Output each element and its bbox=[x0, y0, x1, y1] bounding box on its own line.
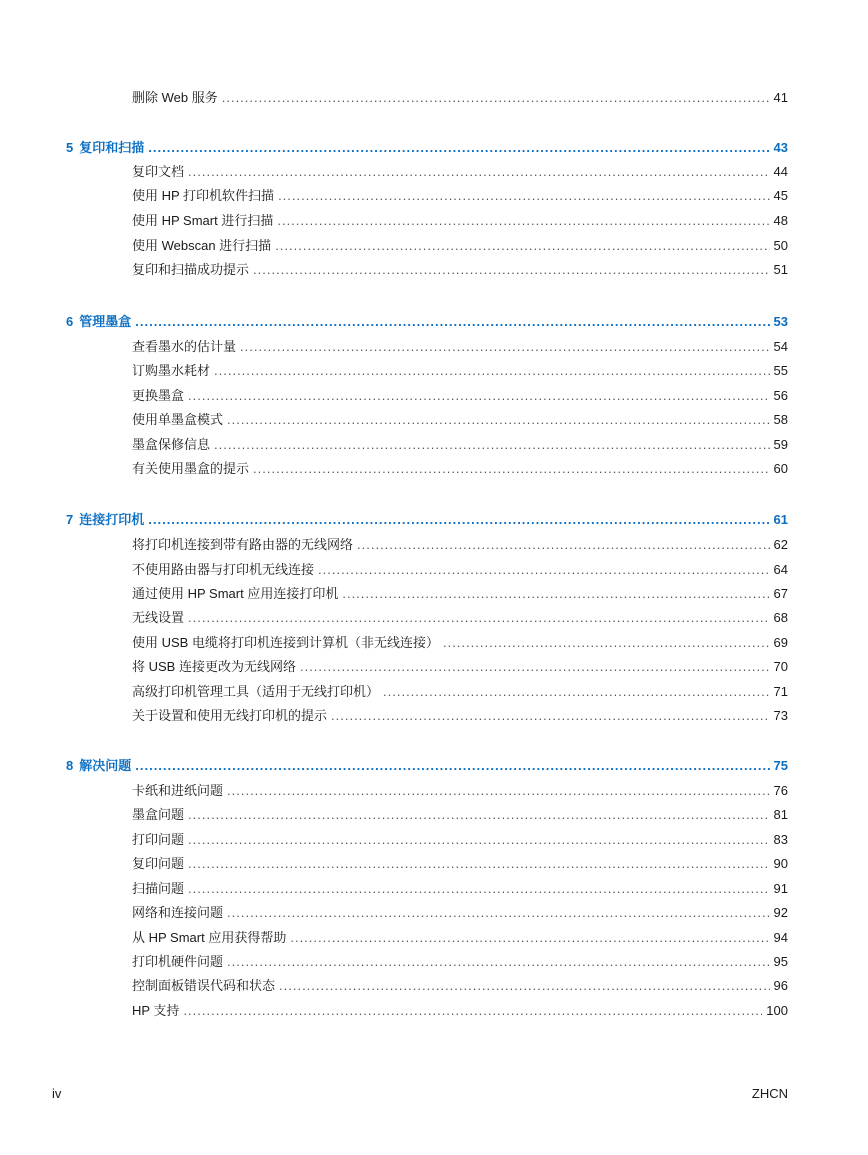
dot-leader bbox=[279, 976, 770, 996]
toc-entry[interactable] bbox=[132, 830, 788, 850]
toc-entry-page: 95 bbox=[773, 954, 788, 969]
dot-leader bbox=[318, 560, 770, 580]
toc-entry-title: 使用 USB 电缆将打印机连接到计算机（非无线连接） bbox=[132, 635, 439, 650]
toc-entry[interactable] bbox=[132, 337, 788, 357]
toc-entry-page: 83 bbox=[773, 832, 788, 847]
toc-entry[interactable] bbox=[132, 657, 788, 677]
toc-entry-title: 复印和扫描成功提示 bbox=[132, 262, 250, 277]
toc-entry-title: 使用 HP 打印机软件扫描 bbox=[132, 188, 275, 203]
toc-entry-page: 62 bbox=[773, 537, 788, 552]
dot-leader bbox=[443, 633, 770, 653]
toc-entry-page: 90 bbox=[773, 856, 788, 871]
dot-leader bbox=[188, 805, 770, 825]
toc-entry-page: 71 bbox=[773, 684, 788, 699]
toc-entry[interactable] bbox=[132, 976, 788, 996]
toc-entry-title: 将打印机连接到带有路由器的无线网络 bbox=[132, 537, 354, 552]
toc-entry[interactable] bbox=[132, 162, 788, 182]
dot-leader bbox=[214, 361, 770, 381]
toc-entry-title: 网络和连接问题 bbox=[132, 905, 224, 920]
dot-leader bbox=[300, 657, 770, 677]
toc-entry-page: 60 bbox=[773, 461, 788, 476]
dot-leader bbox=[383, 682, 770, 702]
toc-entry[interactable] bbox=[132, 879, 788, 899]
dot-leader bbox=[290, 928, 769, 948]
toc-entry-title: 复印文档 bbox=[132, 164, 185, 179]
dot-leader bbox=[135, 312, 769, 332]
toc-entry[interactable] bbox=[132, 1001, 788, 1021]
toc-entry-title: 扫描问题 bbox=[132, 881, 185, 896]
toc-entry[interactable] bbox=[132, 633, 788, 653]
toc-entry[interactable] bbox=[132, 781, 788, 801]
toc-entry[interactable] bbox=[132, 560, 788, 580]
toc-entry-page: 51 bbox=[773, 262, 788, 277]
toc-entry-page: 96 bbox=[773, 978, 788, 993]
toc-entry-title: 订购墨水耗材 bbox=[132, 363, 211, 378]
dot-leader bbox=[148, 138, 769, 158]
toc-entry-title: 删除 Web 服务 bbox=[132, 90, 218, 105]
toc-entry[interactable] bbox=[132, 386, 788, 406]
dot-leader bbox=[227, 903, 770, 923]
chapter-number: 5 bbox=[66, 140, 74, 155]
toc-entry[interactable] bbox=[132, 584, 788, 604]
toc-entry-title: 无线设置 bbox=[132, 610, 185, 625]
toc-entry-title: 高级打印机管理工具（适用于无线打印机） bbox=[132, 684, 380, 699]
dot-leader bbox=[227, 952, 770, 972]
dot-leader bbox=[183, 1001, 762, 1021]
toc-entry-page: 75 bbox=[773, 758, 788, 773]
toc-entry-page: 73 bbox=[773, 708, 788, 723]
toc-entry-page: 92 bbox=[773, 905, 788, 920]
toc-entry[interactable] bbox=[132, 535, 788, 555]
toc-chapter-entry[interactable] bbox=[66, 756, 788, 776]
dot-leader bbox=[188, 879, 770, 899]
toc-entry-title: 连接打印机 bbox=[79, 512, 145, 527]
toc-entry-page: 44 bbox=[773, 164, 788, 179]
toc-entry[interactable] bbox=[132, 260, 788, 280]
toc-entry-title: 卡纸和进纸问题 bbox=[132, 783, 224, 798]
dot-leader bbox=[277, 211, 769, 231]
dot-leader bbox=[253, 260, 770, 280]
dot-leader bbox=[331, 706, 770, 726]
toc-entry-page: 91 bbox=[773, 881, 788, 896]
toc-entry-page: 43 bbox=[773, 140, 788, 155]
dot-leader bbox=[357, 535, 770, 555]
toc-entry-page: 53 bbox=[773, 314, 788, 329]
toc-entry-page: 54 bbox=[773, 339, 788, 354]
toc-entry-title: 从 HP Smart 应用获得帮助 bbox=[132, 930, 287, 945]
chapter-number: 8 bbox=[66, 758, 74, 773]
toc-chapter-entry[interactable] bbox=[66, 510, 788, 530]
dot-leader bbox=[188, 162, 770, 182]
toc-entry-title: 复印和扫描 bbox=[79, 140, 145, 155]
language-code: ZHCN bbox=[751, 1086, 788, 1101]
dot-leader bbox=[227, 410, 770, 430]
dot-leader bbox=[135, 756, 769, 776]
toc-entry-title: 解决问题 bbox=[79, 758, 132, 773]
toc-entry[interactable] bbox=[132, 952, 788, 972]
dot-leader bbox=[214, 435, 770, 455]
toc-entry-page: 45 bbox=[773, 188, 788, 203]
toc-entry[interactable] bbox=[132, 236, 788, 256]
toc-entry[interactable] bbox=[132, 903, 788, 923]
toc-chapter-entry[interactable] bbox=[66, 312, 788, 332]
dot-leader bbox=[188, 608, 770, 628]
toc-entry-page: 100 bbox=[766, 1003, 788, 1018]
toc-entry[interactable] bbox=[132, 361, 788, 381]
toc-entry-page: 50 bbox=[773, 238, 788, 253]
toc-entry-page: 55 bbox=[773, 363, 788, 378]
toc-entry[interactable] bbox=[132, 706, 788, 726]
dot-leader bbox=[188, 830, 770, 850]
toc-entry-page: 81 bbox=[773, 807, 788, 822]
toc-entry-page: 70 bbox=[773, 659, 788, 674]
toc-entry-title: 复印问题 bbox=[132, 856, 185, 871]
toc-entry-page: 48 bbox=[773, 213, 788, 228]
toc-entry-page: 76 bbox=[773, 783, 788, 798]
dot-leader bbox=[222, 88, 770, 108]
toc-entry[interactable] bbox=[132, 608, 788, 628]
toc-entry-page: 68 bbox=[773, 610, 788, 625]
toc-chapter-entry[interactable] bbox=[66, 138, 788, 158]
chapter-number: 7 bbox=[66, 512, 74, 527]
toc-entry-title: 查看墨水的估计量 bbox=[132, 339, 237, 354]
toc-entry-title: 打印问题 bbox=[132, 832, 185, 847]
toc-entry-title: 墨盒保修信息 bbox=[132, 437, 211, 452]
toc-entry-title: 使用 Webscan 进行扫描 bbox=[132, 238, 272, 253]
dot-leader bbox=[188, 386, 770, 406]
toc-entry[interactable] bbox=[132, 682, 788, 702]
toc-entry-title: 将 USB 连接更改为无线网络 bbox=[132, 659, 296, 674]
toc-entry[interactable] bbox=[132, 211, 788, 231]
toc-entry-page: 69 bbox=[773, 635, 788, 650]
dot-leader bbox=[278, 186, 769, 206]
toc-entry[interactable] bbox=[132, 854, 788, 874]
dot-leader bbox=[188, 854, 770, 874]
toc-entry-title: 关于设置和使用无线打印机的提示 bbox=[132, 708, 328, 723]
toc-entry-title: 使用单墨盒模式 bbox=[132, 412, 224, 427]
dot-leader bbox=[240, 337, 770, 357]
toc-entry-title: HP 支持 bbox=[132, 1003, 180, 1018]
toc-entry-title: 通过使用 HP Smart 应用连接打印机 bbox=[132, 586, 339, 601]
toc-entry[interactable] bbox=[132, 410, 788, 430]
toc-entry-title: 使用 HP Smart 进行扫描 bbox=[132, 213, 274, 228]
toc-entry-title: 更换墨盒 bbox=[132, 388, 185, 403]
toc-entry-title: 墨盒问题 bbox=[132, 807, 185, 822]
dot-leader bbox=[342, 584, 769, 604]
chapter-number: 6 bbox=[66, 314, 74, 329]
toc-entry-page: 41 bbox=[773, 90, 788, 105]
toc-entry-title: 不使用路由器与打印机无线连接 bbox=[132, 562, 315, 577]
toc-entry-title: 打印机硬件问题 bbox=[132, 954, 224, 969]
toc-entry[interactable] bbox=[132, 186, 788, 206]
toc-entry-title: 控制面板错误代码和状态 bbox=[132, 978, 276, 993]
dot-leader bbox=[227, 781, 770, 801]
toc-entry[interactable] bbox=[132, 435, 788, 455]
toc-entry[interactable] bbox=[132, 88, 788, 108]
toc-entry-page: 64 bbox=[773, 562, 788, 577]
dot-leader bbox=[253, 459, 770, 479]
dot-leader bbox=[148, 510, 769, 530]
toc-entry-page: 61 bbox=[773, 512, 788, 527]
toc-entry-page: 59 bbox=[773, 437, 788, 452]
toc-entry-title: 有关使用墨盒的提示 bbox=[132, 461, 250, 476]
toc-entry[interactable] bbox=[132, 459, 788, 479]
toc-entry-title: 管理墨盒 bbox=[79, 314, 132, 329]
toc-entry-page: 67 bbox=[773, 586, 788, 601]
toc-entry[interactable] bbox=[132, 805, 788, 825]
page-number: iv bbox=[52, 1086, 62, 1101]
toc-entry[interactable] bbox=[132, 928, 788, 948]
toc-entry-page: 94 bbox=[773, 930, 788, 945]
toc-entry-page: 56 bbox=[773, 388, 788, 403]
toc-entry-page: 58 bbox=[773, 412, 788, 427]
dot-leader bbox=[275, 236, 769, 256]
